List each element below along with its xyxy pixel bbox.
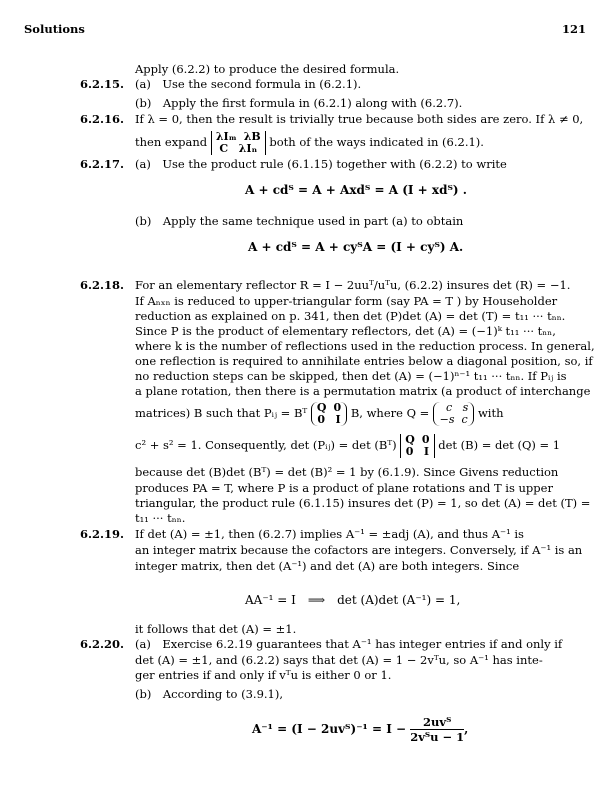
matrix-entry: 0: [333, 401, 342, 414]
display-equation: A + cdᵀ = A + cyᵀA = (I + cyᵀ) A.: [248, 240, 464, 254]
text-line: triangular, the product rule (6.1.15) insures det (P) = 1, so det (A) = det (T) =: [135, 496, 591, 510]
text-line: (b) Apply the same technique used in part (a) to obtain: [135, 214, 464, 228]
fraction: [410, 715, 464, 744]
text-line: (a) Exercise 6.2.19 guarantees that A⁻¹ has integer entries if and only if: [135, 637, 563, 651]
equation-fragment: A⁻¹ = (I − 2uvᵀ)⁻¹ = I −: [252, 722, 407, 736]
display-equation: AA⁻¹ = I ⟹ det (A)det (A⁻¹) = 1,: [245, 593, 461, 607]
text-line: (b) Apply the first formula in (6.2.1) along with (6.2.7).: [135, 96, 463, 110]
matrix-entry: C: [219, 142, 229, 155]
display-equation: A + cdᵀ = A + Axdᵀ = A (I + xdᵀ) .: [245, 183, 467, 197]
matrix-entry: I: [335, 413, 341, 426]
text-line: a plane rotation, then there is a permutation matrix (a product of interchange: [135, 384, 591, 398]
matrix-entry: I: [423, 445, 430, 458]
text-fragment: matrices) B such that Pᵢⱼ = Bᵀ: [135, 406, 308, 420]
exercise-number-6-2-18: 6.2.18.: [80, 278, 125, 292]
running-header-title: Solutions: [24, 22, 85, 36]
exercise-number-6-2-20: 6.2.20.: [80, 637, 125, 651]
exercise-number-6-2-16: 6.2.16.: [80, 112, 125, 126]
text-line: If λ = 0, then the result is trivially true because both sides are zero. If λ ≠ 0,: [135, 112, 584, 126]
matrix-entry: 0: [317, 413, 326, 426]
matrix-entry: λIₘ: [215, 130, 237, 143]
text-line: (b) According to (3.9.1),: [135, 687, 283, 701]
text-fragment: B, where Q =: [350, 406, 430, 420]
text-line: Apply (6.2.2) to produce the desired formula.: [135, 62, 400, 76]
block-matrix: [311, 402, 347, 426]
text-line: an integer matrix because the cofactors are integers. Conversely, if A⁻¹ is an: [135, 543, 583, 557]
text-line: one reflection is required to annihilate entries below a diagonal position, so, if: [135, 354, 593, 368]
text-line: If Aₙₓₙ is reduced to upper-triangular form (say PA = T ) by Householder: [135, 294, 558, 308]
fraction-denominator: 2vᵀu − 1: [410, 730, 465, 744]
text-fragment: with: [477, 406, 504, 420]
matrix-entry: λIₙ: [238, 142, 258, 155]
text-line: If det (A) = ±1, then (6.2.7) implies A⁻¹ = ±adj (A), and thus A⁻¹ is: [135, 527, 524, 541]
text-line: For an elementary reflector R = I − 2uuᵀ/uᵀu, (6.2.2) insures det (R) = −1.: [135, 278, 571, 292]
text-line: [135, 128, 484, 156]
matrix-entry: Q: [405, 433, 415, 446]
text-line: integer matrix, then det (A⁻¹) and det (A) are both integers. Since: [135, 559, 520, 573]
display-equation: [252, 712, 468, 746]
text-line: no reduction steps can be skipped, then det (A) = (−1)ⁿ⁻¹ t₁₁ ··· tₙₙ. If Pᵢⱼ is: [135, 369, 567, 383]
text-line: produces PA = T, where P is a product of plane rotations and T is upper: [135, 481, 553, 495]
matrix-entry: −s: [439, 413, 455, 426]
matrix-entry: c: [461, 413, 468, 426]
text-line: [135, 430, 560, 460]
matrix-entry: λB: [243, 130, 261, 143]
exercise-number-6-2-15: 6.2.15.: [80, 77, 125, 91]
matrix-entry: 0: [421, 433, 430, 446]
text-line: [135, 398, 504, 428]
text-fragment: det (B) = det (Q) = 1: [438, 438, 561, 452]
determinant-block: [400, 434, 434, 458]
text-fragment: both of the ways indicated in (6.2.1).: [269, 135, 484, 149]
determinant-block: [211, 131, 266, 155]
text-line: where k is the number of reflections used in the reduction process. In general,: [135, 339, 595, 353]
text-line: it follows that det (A) = ±1.: [135, 622, 297, 636]
text-line: ger entries if and only if vᵀu is either 0 or 1.: [135, 668, 392, 682]
equation-fragment: ,: [464, 722, 469, 736]
rotation-matrix: [433, 402, 474, 426]
text-line: det (A) = ±1, and (6.2.2) says that det (A) = 1 − 2vᵀu, so A⁻¹ has inte-: [135, 653, 543, 667]
matrix-entry: 0: [405, 445, 414, 458]
text-line: (a) Use the second formula in (6.2.1).: [135, 77, 362, 91]
exercise-number-6-2-19: 6.2.19.: [80, 527, 125, 541]
text-fragment: c² + s² = 1. Consequently, det (Pᵢⱼ) = det (Bᵀ): [135, 438, 397, 452]
matrix-entry: Q: [316, 401, 327, 414]
text-line: t₁₁ ··· tₙₙ.: [135, 511, 186, 525]
matrix-entry: c: [445, 401, 453, 414]
text-line: reduction as explained on p. 341, then det (P)det (A) = det (T) = t₁₁ ··· tₙₙ.: [135, 309, 566, 323]
text-fragment: then expand: [135, 135, 208, 149]
text-line: because det (B)det (Bᵀ) = det (B)² = 1 by (6.1.9). Since Givens reduction: [135, 465, 559, 479]
exercise-number-6-2-17: 6.2.17.: [80, 157, 125, 171]
text-line: Since P is the product of elementary reflectors, det (A) = (−1)ᵏ t₁₁ ··· tₙₙ,: [135, 324, 556, 338]
page-number: 121: [561, 22, 586, 36]
fraction-numerator: 2uvᵀ: [410, 715, 464, 730]
text-line: (a) Use the product rule (6.1.15) together with (6.2.2) to write: [135, 157, 507, 171]
matrix-entry: s: [462, 401, 469, 414]
